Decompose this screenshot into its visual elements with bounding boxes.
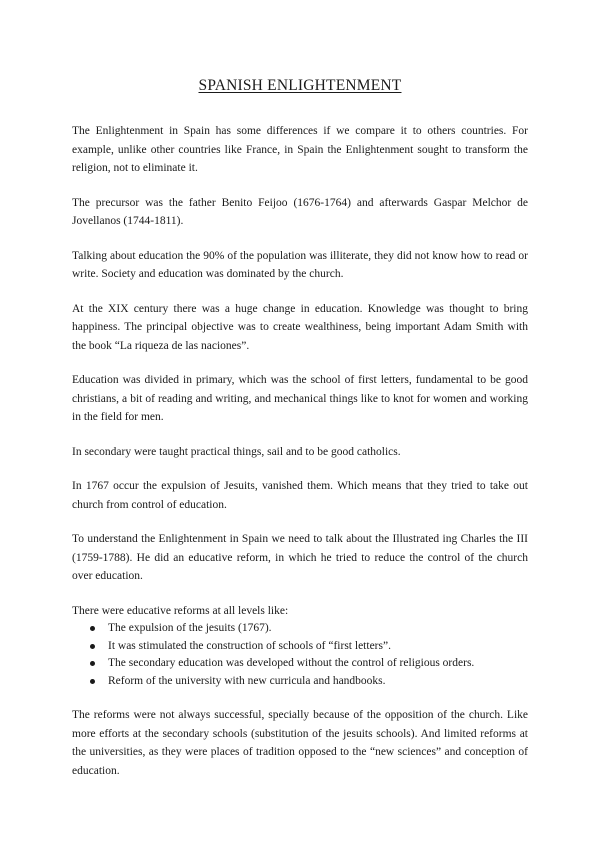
paragraph-jesuit-expulsion: In 1767 occur the expulsion of Jesuits, vanished them. Which means that they tried to take out church from control of education. [72,480,528,511]
list-item-text: The expulsion of the jesuits (1767). [108,622,272,634]
document-body [72,122,528,796]
list-item [72,620,528,638]
paragraph-charles-iii: To understand the Enlightenment in Spain we need to talk about the Illustrated ing Charles the III (1759-1788). He did an educative reform, in which he tried to reduce the control of the church over education. [72,533,528,582]
paragraph-illiteracy: Talking about education the 90% of the population was illiterate, they did not know how to read or write. Society and education was dominated by the church. [72,249,528,280]
bullet-icon [90,626,95,631]
bullet-icon [90,661,95,666]
list-item [72,673,528,691]
paragraph-secondary-education: In secondary were taught practical things, sail and to be good catholics. [72,445,401,458]
paragraph-intro: The Enlightenment in Spain has some differences if we compare it to others countries. For example, unlike other countries like France, in Spain the Enlightenment sought to transform the religion, not to eliminate it. [72,125,528,174]
list-item [72,638,528,656]
reforms-list [72,620,528,690]
paragraph-precursors: The precursor was the father Benito Feijoo (1676-1764) and afterwards Gaspar Melchor de Jovellanos (1744-1811). [72,196,528,227]
list-item-text: It was stimulated the construction of schools of “first letters”. [108,639,391,652]
bullet-icon [90,679,95,684]
paragraph-primary-education: Education was divided in primary, which was the school of first letters, fundamental to be good christians, a bit of reading and writing, and mechanical things like to knot for women and working in the field for men. [72,374,528,423]
document-title: SPANISH ENLIGHTENMENT [198,77,402,94]
paragraph-closing: The reforms were not always successful, specially because of the opposition of the church. Like more efforts at the secondary schools (substitution of the jesuits schools). And limited reforms at the universities, as they were places of tradition opposed to the “new sciences” and conception of education. [72,709,528,777]
list-item-text: Reform of the university with new curricula and handbooks. [108,674,386,687]
reforms-list-intro: There were educative reforms at all levels like: [72,604,289,617]
paragraph-xix-century: At the XIX century there was a huge change in education. Knowledge was thought to bring happiness. The principal objective was to create wealthiness, being important Adam Smith with the book “La riqueza de las naciones”. [72,302,528,352]
bullet-icon [90,644,95,649]
list-item-text: The secondary education was developed without the control of religious orders. [108,657,475,669]
list-item [72,655,528,673]
